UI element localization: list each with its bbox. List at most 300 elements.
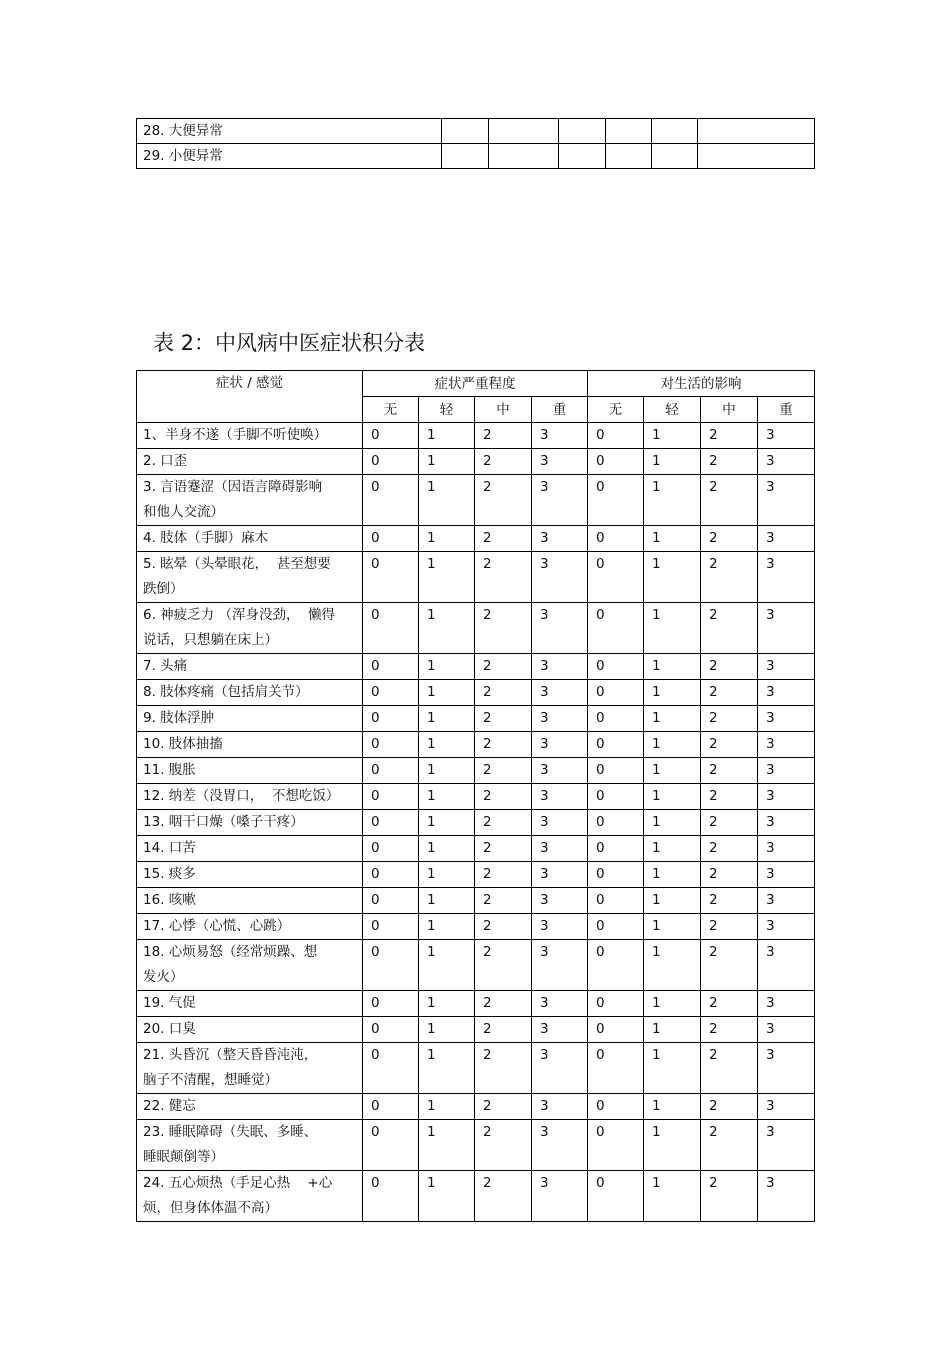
score-option[interactable]: 1 [644, 423, 701, 449]
score-option[interactable]: 2 [475, 1043, 532, 1094]
symptom-label [137, 1171, 363, 1222]
symptom-line: 跌倒） [143, 581, 184, 597]
score-option[interactable]: 0 [588, 732, 644, 758]
score-option[interactable]: 0 [363, 706, 419, 732]
symptom-line: 7. 头痛 [143, 658, 188, 674]
score-option[interactable]: 2 [475, 475, 532, 526]
symptom-line: 14. 口苦 [143, 840, 196, 856]
symptom-label [137, 758, 363, 784]
score-option[interactable]: 1 [419, 758, 475, 784]
symptom-label [137, 526, 363, 552]
table-row [137, 603, 815, 654]
table-row [137, 914, 815, 940]
score-option[interactable]: 2 [701, 810, 758, 836]
score-option[interactable]: 0 [363, 552, 419, 603]
table-row [137, 144, 815, 169]
score-option[interactable]: 0 [363, 423, 419, 449]
score-option[interactable]: 3 [758, 810, 815, 836]
score-option[interactable]: 1 [419, 706, 475, 732]
score-option[interactable]: 2 [701, 603, 758, 654]
table-row [137, 119, 815, 144]
score-option[interactable]: 0 [588, 914, 644, 940]
score-option[interactable]: 2 [475, 732, 532, 758]
header-level: 重 [758, 397, 815, 423]
symptom-line: 16. 咳嗽 [143, 892, 196, 908]
score-option[interactable]: 3 [758, 1043, 815, 1094]
score-option[interactable]: 0 [363, 1120, 419, 1171]
score-option[interactable]: 3 [758, 1120, 815, 1171]
table-row [137, 423, 815, 449]
table-row [137, 706, 815, 732]
score-option[interactable]: 0 [363, 1171, 419, 1222]
score-option[interactable]: 2 [701, 758, 758, 784]
score-option[interactable]: 0 [588, 1043, 644, 1094]
table-row [137, 654, 815, 680]
score-option[interactable]: 0 [363, 603, 419, 654]
score-option[interactable]: 1 [419, 914, 475, 940]
score-option[interactable]: 2 [475, 836, 532, 862]
score-option[interactable]: 1 [644, 680, 701, 706]
score-cell [698, 119, 815, 144]
score-option[interactable]: 1 [644, 449, 701, 475]
score-option[interactable]: 1 [644, 1120, 701, 1171]
score-option[interactable]: 1 [419, 732, 475, 758]
score-option[interactable]: 2 [475, 991, 532, 1017]
score-option[interactable]: 2 [701, 732, 758, 758]
symptom-label: 28. 大便异常 [137, 119, 442, 144]
score-option[interactable]: 3 [758, 836, 815, 862]
tcm-symptom-score-table [136, 370, 815, 1222]
score-option[interactable]: 3 [758, 475, 815, 526]
score-option[interactable]: 0 [363, 862, 419, 888]
score-option[interactable]: 0 [363, 1017, 419, 1043]
score-option[interactable]: 1 [644, 654, 701, 680]
symptom-line: 21. 头昏沉（整天昏昏沌沌， [143, 1047, 318, 1063]
header-symptom [137, 371, 363, 423]
score-option[interactable]: 1 [644, 706, 701, 732]
score-cell [442, 119, 489, 144]
symptom-line: 烦，但身体体温不高） [143, 1200, 278, 1216]
score-option[interactable]: 0 [588, 449, 644, 475]
score-option[interactable]: 0 [588, 475, 644, 526]
score-option[interactable]: 3 [532, 1043, 588, 1094]
score-option[interactable]: 0 [588, 836, 644, 862]
symptom-line: 1、半身不遂（手脚不听使唤） [143, 427, 328, 443]
score-option[interactable]: 1 [644, 784, 701, 810]
score-option[interactable]: 0 [588, 888, 644, 914]
score-option[interactable]: 2 [701, 654, 758, 680]
table-row [137, 680, 815, 706]
symptom-label [137, 784, 363, 810]
score-option[interactable]: 1 [419, 423, 475, 449]
score-option[interactable]: 3 [532, 1120, 588, 1171]
score-option[interactable]: 0 [363, 836, 419, 862]
score-option[interactable]: 0 [363, 732, 419, 758]
score-option[interactable]: 1 [419, 680, 475, 706]
score-option[interactable]: 3 [532, 862, 588, 888]
table-row [137, 888, 815, 914]
score-option[interactable]: 0 [363, 758, 419, 784]
table-row [137, 552, 815, 603]
symptom-line: 15. 痰多 [143, 866, 196, 882]
score-cell [559, 144, 606, 169]
score-option[interactable]: 2 [475, 603, 532, 654]
table-row [137, 1171, 815, 1222]
score-option[interactable]: 1 [419, 784, 475, 810]
score-option[interactable]: 2 [475, 706, 532, 732]
score-option[interactable]: 0 [363, 784, 419, 810]
score-option[interactable]: 0 [588, 810, 644, 836]
table-row [137, 758, 815, 784]
score-option[interactable]: 1 [644, 526, 701, 552]
score-option[interactable]: 0 [363, 475, 419, 526]
table-row [137, 732, 815, 758]
score-option[interactable]: 2 [701, 475, 758, 526]
score-option[interactable]: 2 [701, 526, 758, 552]
score-option[interactable]: 3 [758, 552, 815, 603]
symptom-label [137, 449, 363, 475]
score-option[interactable]: 2 [701, 1017, 758, 1043]
score-option[interactable]: 0 [588, 1094, 644, 1120]
score-option[interactable]: 2 [475, 1120, 532, 1171]
symptom-line: 20. 口臭 [143, 1021, 196, 1037]
symptom-label: 29. 小便异常 [137, 144, 442, 169]
score-option[interactable]: 0 [588, 1171, 644, 1222]
score-option[interactable]: 3 [758, 888, 815, 914]
score-option[interactable]: 1 [644, 914, 701, 940]
score-option[interactable]: 3 [758, 1017, 815, 1043]
table-row [137, 810, 815, 836]
score-option[interactable]: 2 [475, 552, 532, 603]
score-option[interactable]: 2 [701, 784, 758, 810]
score-option[interactable]: 1 [419, 1043, 475, 1094]
score-option[interactable]: 1 [419, 654, 475, 680]
symptom-line: 13. 咽干口燥（嗓子干疼） [143, 814, 304, 830]
score-option[interactable]: 0 [588, 526, 644, 552]
score-option[interactable]: 2 [701, 1171, 758, 1222]
score-option[interactable]: 2 [475, 758, 532, 784]
table-row [137, 1043, 815, 1094]
score-option[interactable]: 3 [758, 706, 815, 732]
symptom-line: 5. 眩晕（头晕眼花， 甚至想要 [143, 556, 331, 572]
table-row [137, 1017, 815, 1043]
score-option[interactable]: 3 [532, 1017, 588, 1043]
score-option[interactable]: 1 [644, 603, 701, 654]
score-cell [489, 144, 559, 169]
symptom-label [137, 732, 363, 758]
score-option[interactable]: 1 [419, 862, 475, 888]
symptom-line: 2. 口歪 [143, 453, 188, 469]
score-option[interactable]: 2 [701, 862, 758, 888]
score-option[interactable]: 3 [758, 862, 815, 888]
score-option[interactable]: 0 [588, 940, 644, 991]
header-impact-group: 对生活的影响 [588, 371, 815, 397]
score-option[interactable]: 0 [588, 552, 644, 603]
score-option[interactable]: 2 [701, 706, 758, 732]
score-option[interactable]: 3 [532, 784, 588, 810]
table-row [137, 1094, 815, 1120]
score-option[interactable]: 3 [532, 991, 588, 1017]
score-option[interactable]: 1 [644, 1017, 701, 1043]
header-level: 重 [532, 397, 588, 423]
score-option[interactable]: 2 [475, 784, 532, 810]
score-option[interactable]: 0 [588, 706, 644, 732]
symptom-label [137, 603, 363, 654]
score-option[interactable]: 3 [758, 1171, 815, 1222]
score-option[interactable]: 1 [644, 888, 701, 914]
score-cell [559, 119, 606, 144]
symptom-line: 19. 气促 [143, 995, 196, 1011]
score-option[interactable]: 1 [419, 449, 475, 475]
score-option[interactable]: 1 [419, 836, 475, 862]
symptom-line: 18. 心烦易怒（经常烦躁、想 [143, 944, 318, 960]
score-cell [489, 119, 559, 144]
score-option[interactable]: 0 [363, 1043, 419, 1094]
symptom-label [137, 680, 363, 706]
score-option[interactable]: 3 [532, 552, 588, 603]
symptom-line: 23. 睡眠障碍（失眠、多睡、 [143, 1124, 318, 1140]
score-option[interactable]: 2 [475, 1017, 532, 1043]
score-option[interactable]: 2 [701, 680, 758, 706]
table-row [137, 991, 815, 1017]
score-option[interactable]: 1 [644, 940, 701, 991]
score-option[interactable]: 1 [419, 991, 475, 1017]
score-option[interactable]: 0 [363, 680, 419, 706]
symptom-label [137, 991, 363, 1017]
symptom-line: 12. 纳差（没胃口， 不想吃饭） [143, 788, 340, 804]
score-option[interactable]: 1 [644, 475, 701, 526]
score-cell [442, 144, 489, 169]
score-cell [606, 144, 652, 169]
score-option[interactable]: 2 [475, 940, 532, 991]
score-option[interactable]: 3 [758, 603, 815, 654]
score-option[interactable]: 3 [758, 526, 815, 552]
score-option[interactable]: 1 [419, 1120, 475, 1171]
symptom-line: 3. 言语蹇涩（因语言障碍影响 [143, 479, 323, 495]
symptom-label [137, 914, 363, 940]
score-option[interactable]: 2 [701, 449, 758, 475]
score-option[interactable]: 3 [532, 423, 588, 449]
symptom-line: 11. 腹胀 [143, 762, 196, 778]
score-option[interactable]: 3 [532, 810, 588, 836]
score-option[interactable]: 0 [363, 991, 419, 1017]
score-cell [698, 144, 815, 169]
symptom-label [137, 836, 363, 862]
score-option[interactable]: 1 [419, 810, 475, 836]
table-title: 表 2：中风病中医症状积分表 [153, 331, 426, 355]
score-option[interactable]: 2 [701, 914, 758, 940]
table-row [137, 784, 815, 810]
symptom-line: 9. 肢体浮肿 [143, 710, 215, 726]
score-option[interactable]: 1 [644, 1171, 701, 1222]
score-option[interactable]: 2 [701, 836, 758, 862]
header-level: 无 [588, 397, 644, 423]
score-option[interactable]: 1 [419, 475, 475, 526]
score-option[interactable]: 1 [644, 862, 701, 888]
score-option[interactable]: 2 [701, 991, 758, 1017]
score-option[interactable]: 3 [758, 423, 815, 449]
score-option[interactable]: 3 [532, 706, 588, 732]
table-row [137, 475, 815, 526]
symptom-label [137, 423, 363, 449]
symptom-label [137, 862, 363, 888]
symptom-label [137, 940, 363, 991]
symptom-label [137, 706, 363, 732]
symptom-label [137, 552, 363, 603]
symptom-line: 睡眠颠倒等） [143, 1149, 224, 1165]
score-option[interactable]: 3 [758, 758, 815, 784]
score-option[interactable]: 0 [588, 758, 644, 784]
score-option[interactable]: 3 [758, 680, 815, 706]
score-option[interactable]: 1 [644, 1094, 701, 1120]
symptom-label [137, 1120, 363, 1171]
table-row [137, 836, 815, 862]
score-option[interactable]: 3 [758, 449, 815, 475]
symptom-line: 发火） [143, 969, 184, 985]
table-row [137, 449, 815, 475]
symptom-label [137, 1094, 363, 1120]
score-option[interactable]: 0 [588, 862, 644, 888]
header-level: 中 [701, 397, 758, 423]
score-option[interactable]: 0 [363, 914, 419, 940]
header-level: 无 [363, 397, 419, 423]
score-option[interactable]: 3 [758, 1094, 815, 1120]
score-option[interactable]: 3 [758, 732, 815, 758]
symptom-line: 脑子不清醒，想睡觉） [143, 1072, 278, 1088]
score-option[interactable]: 1 [644, 810, 701, 836]
score-option[interactable]: 3 [758, 914, 815, 940]
score-option[interactable]: 3 [532, 888, 588, 914]
score-option[interactable]: 3 [758, 784, 815, 810]
score-option[interactable]: 2 [701, 888, 758, 914]
score-option[interactable]: 2 [475, 888, 532, 914]
score-option[interactable]: 2 [701, 552, 758, 603]
score-option[interactable]: 3 [532, 475, 588, 526]
symptom-line: 和他人交流） [143, 504, 224, 520]
score-option[interactable]: 2 [701, 1094, 758, 1120]
score-option[interactable]: 2 [475, 654, 532, 680]
score-option[interactable]: 3 [532, 680, 588, 706]
score-option[interactable]: 3 [532, 732, 588, 758]
symptom-label [137, 888, 363, 914]
score-option[interactable]: 0 [363, 940, 419, 991]
score-option[interactable]: 3 [532, 654, 588, 680]
score-option[interactable]: 0 [363, 1094, 419, 1120]
score-option[interactable]: 0 [588, 423, 644, 449]
score-option[interactable]: 0 [588, 680, 644, 706]
score-option[interactable]: 1 [419, 603, 475, 654]
score-option[interactable]: 3 [532, 836, 588, 862]
score-option[interactable]: 2 [475, 1171, 532, 1222]
table-row [137, 940, 815, 991]
score-option[interactable]: 3 [532, 914, 588, 940]
header-level: 轻 [419, 397, 475, 423]
score-option[interactable]: 3 [758, 940, 815, 991]
score-option[interactable]: 1 [644, 1043, 701, 1094]
symptom-label [137, 1043, 363, 1094]
score-option[interactable]: 0 [588, 603, 644, 654]
score-option[interactable]: 1 [419, 888, 475, 914]
score-option[interactable]: 3 [532, 449, 588, 475]
score-option[interactable]: 2 [475, 1094, 532, 1120]
score-option[interactable]: 3 [532, 603, 588, 654]
symptom-label [137, 475, 363, 526]
score-option[interactable]: 1 [419, 526, 475, 552]
score-option[interactable]: 0 [588, 784, 644, 810]
score-option[interactable]: 2 [475, 914, 532, 940]
score-option[interactable]: 0 [363, 654, 419, 680]
score-option[interactable]: 1 [644, 552, 701, 603]
score-option[interactable]: 3 [532, 1171, 588, 1222]
score-option[interactable]: 1 [419, 1017, 475, 1043]
score-option[interactable]: 0 [588, 1120, 644, 1171]
score-option[interactable]: 1 [419, 1171, 475, 1222]
score-option[interactable]: 1 [419, 940, 475, 991]
score-cell [606, 119, 652, 144]
score-option[interactable]: 1 [644, 732, 701, 758]
score-option[interactable]: 0 [363, 810, 419, 836]
score-option[interactable]: 2 [701, 423, 758, 449]
symptom-label [137, 810, 363, 836]
header-symptom-label: 症状 / 感觉 [215, 375, 284, 391]
score-option[interactable]: 2 [475, 423, 532, 449]
symptom-line: 24. 五心烦热（手足心热 +心 [143, 1175, 333, 1191]
table-row [137, 1120, 815, 1171]
continued-symptom-table [136, 118, 815, 169]
score-option[interactable]: 1 [419, 552, 475, 603]
score-option[interactable]: 0 [363, 449, 419, 475]
score-option[interactable]: 3 [532, 758, 588, 784]
score-option[interactable]: 0 [363, 526, 419, 552]
symptom-label [137, 1017, 363, 1043]
header-level: 轻 [644, 397, 701, 423]
score-option[interactable]: 2 [475, 680, 532, 706]
table-row [137, 526, 815, 552]
table-row [137, 862, 815, 888]
score-option[interactable]: 3 [532, 940, 588, 991]
score-option[interactable]: 0 [363, 888, 419, 914]
symptom-line: 6. 神疲乏力 （浑身没劲， 懒得 [143, 607, 336, 623]
score-option[interactable]: 0 [588, 654, 644, 680]
score-option[interactable]: 2 [475, 449, 532, 475]
symptom-line: 10. 肢体抽搐 [143, 736, 223, 752]
score-option[interactable]: 1 [644, 836, 701, 862]
score-option[interactable]: 2 [701, 1120, 758, 1171]
score-option[interactable]: 3 [758, 654, 815, 680]
header-row-groups [137, 371, 815, 397]
score-option[interactable]: 2 [701, 940, 758, 991]
score-option[interactable]: 2 [475, 810, 532, 836]
score-option[interactable]: 1 [419, 1094, 475, 1120]
score-option[interactable]: 2 [475, 526, 532, 552]
score-option[interactable]: 3 [758, 991, 815, 1017]
symptom-line: 17. 心悸（心慌、心跳） [143, 918, 291, 934]
score-option[interactable]: 2 [475, 862, 532, 888]
symptom-line: 22. 健忘 [143, 1098, 196, 1114]
score-option[interactable]: 0 [588, 1017, 644, 1043]
header-level: 中 [475, 397, 532, 423]
header-severity-group: 症状严重程度 [363, 371, 588, 397]
score-option[interactable]: 3 [532, 1094, 588, 1120]
score-option[interactable]: 1 [644, 758, 701, 784]
symptom-line: 8. 肢体疼痛（包括肩关节） [143, 684, 309, 700]
score-option[interactable]: 3 [532, 526, 588, 552]
score-option[interactable]: 1 [644, 991, 701, 1017]
score-option[interactable]: 2 [701, 1043, 758, 1094]
symptom-line: 说话，只想躺在床上） [143, 632, 278, 648]
score-option[interactable]: 0 [588, 991, 644, 1017]
score-cell [652, 144, 698, 169]
